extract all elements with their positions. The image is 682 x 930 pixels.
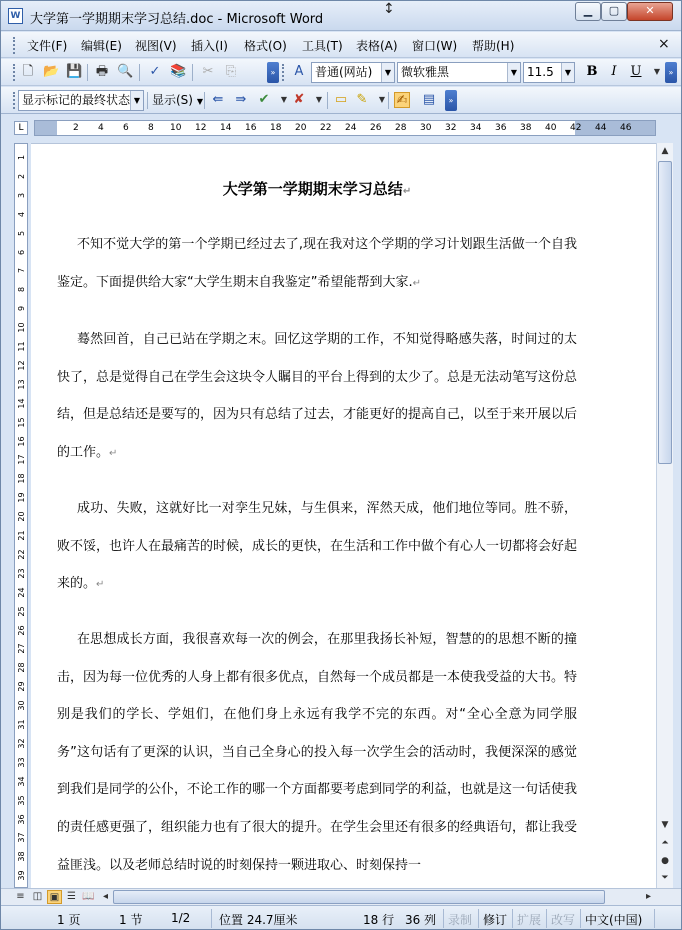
ruler-tick: 23	[17, 568, 26, 579]
minimize-button[interactable]: ▁	[575, 2, 601, 21]
status-ovr[interactable]: 改写	[551, 913, 576, 927]
ruler-tick: 37	[17, 832, 26, 843]
ruler-tick: 22	[17, 549, 26, 560]
cut-icon[interactable]: ✂	[202, 64, 214, 79]
ruler-tick: 14	[17, 398, 26, 409]
word-doc-icon[interactable]: W	[8, 8, 23, 24]
paragraph-text: 成功、失败，这就好比一对孪生兄妹，与生俱来，浑然天成，他们地位等同。胜不骄，败不馁，也许人在最痛苦的时候，成长的更快，在生活和工作中做个有心人一切都将会好起来的。	[57, 501, 578, 592]
spelling-icon[interactable]: ✓	[149, 64, 161, 79]
ruler-tick: 29	[17, 681, 26, 692]
ruler-tick: 18	[270, 123, 282, 133]
scroll-up-icon[interactable]: ▲	[661, 146, 669, 156]
ruler-tick: 42	[570, 123, 582, 133]
font-size-value: 11.5	[527, 65, 554, 79]
ruler-tick: 7	[17, 268, 26, 274]
ruler-tick: 38	[17, 851, 26, 862]
next-page-icon[interactable]: ⏷	[661, 873, 669, 883]
ruler-tick: 16	[17, 435, 26, 447]
ruler-tick: 30	[420, 123, 432, 133]
ruler-tick: 16	[245, 123, 257, 133]
ruler-tick: 33	[17, 757, 26, 768]
ruler-tick: 8	[148, 123, 154, 133]
ruler-tick: 14	[220, 123, 232, 133]
print-icon[interactable]: 🖶	[95, 64, 109, 79]
ruler-tick: 6	[123, 123, 129, 133]
ruler-tick: 36	[495, 123, 507, 133]
chevron-down-icon[interactable]: ▼	[653, 67, 661, 76]
show-label: 显示(S)	[152, 93, 193, 107]
ruler-tick: 40	[545, 123, 557, 133]
toolbar-grip[interactable]	[13, 64, 16, 81]
chevron-down-icon: ▼	[196, 97, 203, 106]
web-layout-icon[interactable]: ◫	[32, 891, 43, 902]
paragraph-text: 在思想成长方面，我很喜欢每一次的例会，在那里我扬长补短，智慧的的思想不断的撞击，因为每一位优秀的人身上都有很多优点，自然每一个成员都是一本使我受益的大书。特别是我们的学长、学姐们，在他们身上永远有我学不完的东西。对“全心全意为同学服务”这句话有了更深的认识，当自己全身心的投入每一次学生会的活动时，我便深深的感觉到我们是同学的公仆，不论工作的哪一个方面都要考虑到同学的利益，也就是这一句话使我的责任感更强了，组织能力也有了很大的提升。在学生会里还有很多的经典语句，都让我受益匪浅。以及老师总结时说的时刻保持一颗进取心、时刻保持一	[57, 632, 578, 873]
paragraph-1	[57, 226, 577, 302]
reviewing-toolbar	[1, 87, 681, 114]
ruler-tick: 28	[395, 123, 407, 133]
scroll-down-icon[interactable]: ▼	[661, 820, 669, 830]
maximize-button[interactable]: ▢	[601, 2, 627, 21]
normal-view-icon[interactable]: ≡	[16, 891, 25, 902]
menubar-grip[interactable]	[13, 37, 16, 54]
status-line: 18 行	[363, 913, 395, 927]
menu-bar	[1, 32, 681, 58]
ruler-tick: 26	[17, 624, 26, 636]
ruler-tick: 11	[17, 341, 26, 352]
title-text: 大学第一学期期末学习总结	[222, 180, 403, 198]
ruler-tick: 8	[17, 287, 26, 293]
mouse-cursor-icon: ↕	[383, 1, 395, 17]
status-ext[interactable]: 扩展	[517, 913, 542, 927]
chevron-down-icon: ▼	[130, 91, 143, 110]
ruler-tick: 24	[345, 123, 357, 133]
ruler-tick: 20	[17, 511, 26, 522]
chevron-down-icon: ▼	[381, 63, 394, 82]
show-menu-button[interactable]	[152, 91, 203, 110]
chevron-down-icon[interactable]: ▼	[280, 95, 288, 104]
menu-edit[interactable]: 编辑(E)	[81, 39, 122, 53]
ruler-tick: 19	[17, 492, 26, 503]
underline-button[interactable]: U	[630, 64, 642, 79]
menu-table[interactable]: 表格(A)	[356, 39, 398, 53]
ruler-tick: 6	[17, 249, 26, 255]
ruler-tick: 15	[17, 417, 26, 428]
menu-help[interactable]: 帮助(H)	[472, 39, 515, 53]
previous-page-icon[interactable]: ⏶	[661, 838, 669, 848]
status-trk[interactable]: 修订	[483, 913, 508, 927]
paragraph-mark: ↵	[96, 579, 105, 591]
print-preview-icon[interactable]: 🔍	[117, 64, 134, 79]
ruler-tick: 5	[17, 230, 26, 236]
toolbar-grip[interactable]	[13, 92, 16, 109]
ruler-tick: 25	[17, 606, 26, 617]
ruler-tick: 2	[17, 173, 26, 179]
paragraph-text: 蓦然回首，自己已站在学期之末。回忆这学期的工作，不知觉得略感失落，时间过的太快了，总是觉得自己在学生会这块令人瞩目的平台上得到的太少了。总是无法动笔写这份总结，但是总结还是要写的，因为只有总结了过去，才能更好的提高自己，以至于来开展以后的工作。	[57, 332, 578, 460]
ruler-tick: 9	[17, 306, 26, 312]
close-button[interactable]: ✕	[627, 2, 673, 21]
select-browse-object-icon[interactable]: ●	[661, 856, 669, 866]
ruler-tick: 39	[17, 870, 26, 881]
ruler-tick: 24	[17, 587, 26, 598]
document-title	[57, 178, 577, 199]
title-bar	[1, 1, 681, 31]
status-rec[interactable]: 录制	[448, 913, 473, 927]
status-section: 1 节	[119, 913, 143, 927]
font-value: 微软雅黑	[401, 65, 450, 79]
format-toolbar-chevron[interactable]: »	[665, 62, 677, 83]
menu-format[interactable]: 格式(O)	[244, 39, 287, 53]
ruler-tick: 34	[17, 776, 26, 787]
ruler-tick: 30	[17, 700, 26, 711]
copy-icon[interactable]: ⎘	[225, 64, 237, 79]
reading-layout-icon[interactable]: 📖	[82, 891, 95, 902]
ruler-tick: 1	[17, 154, 26, 161]
bold-button[interactable]: B	[586, 64, 598, 79]
new-document-icon[interactable]: 🗋	[22, 64, 34, 79]
ruler-tick: 3	[17, 192, 26, 198]
vertical-scrollbar[interactable]	[656, 143, 673, 888]
italic-button[interactable]: I	[611, 64, 617, 79]
highlight-icon[interactable]: ✎	[356, 92, 368, 107]
status-bar	[1, 905, 681, 930]
display-for-review-select[interactable]	[18, 90, 144, 111]
paragraph-mark: ↵	[412, 277, 421, 289]
window-title: 大学第一学期期末学习总结.doc - Microsoft Word	[30, 12, 324, 27]
menu-tools[interactable]: 工具(T)	[302, 39, 343, 53]
menu-file[interactable]: 文件(F)	[27, 39, 68, 53]
status-column: 36 列	[405, 913, 437, 927]
ruler-tick: 21	[17, 530, 26, 541]
insert-comment-icon[interactable]: ▭	[334, 92, 348, 107]
reviewing-toolbar-chevron[interactable]: »	[445, 90, 457, 111]
ruler-tick: 28	[17, 662, 26, 673]
save-icon[interactable]: 💾	[66, 64, 83, 79]
ruler-tick: 13	[17, 379, 26, 390]
chevron-down-icon: ▼	[561, 63, 574, 82]
accept-change-icon[interactable]: ✔	[258, 92, 270, 107]
horizontal-scrollbar[interactable]	[1, 888, 681, 905]
reject-change-icon[interactable]: ✘	[293, 92, 305, 107]
ruler-tick: 20	[295, 123, 307, 133]
ruler-tick: 35	[17, 795, 26, 806]
document-close-icon[interactable]: ×	[658, 36, 670, 52]
ruler-tick: 12	[17, 360, 26, 371]
chevron-down-icon[interactable]: ▼	[378, 95, 386, 104]
next-change-icon[interactable]: ⇛	[235, 92, 247, 107]
ruler-tick: 10	[17, 322, 26, 333]
font-select[interactable]	[397, 62, 521, 83]
menu-window[interactable]: 窗口(W)	[412, 39, 458, 53]
chevron-down-icon[interactable]: ▼	[315, 95, 323, 104]
paragraph-text: 不知不觉大学的第一个学期已经过去了,现在我对这个学期的学习计划跟生活做一个自我鉴定。下面提供给大家“大学生期末自我鉴定”希望能帮到大家.	[57, 237, 577, 290]
horizontal-scroll-thumb[interactable]	[113, 890, 605, 904]
vertical-ruler[interactable]	[14, 143, 28, 888]
status-page: 1 页	[57, 913, 81, 927]
ruler-tick: 17	[17, 454, 26, 465]
style-value: 普通(网站)	[315, 65, 373, 79]
horizontal-ruler[interactable]	[34, 120, 656, 136]
vertical-scroll-thumb[interactable]	[658, 161, 672, 464]
reviewing-pane-icon[interactable]: ▤	[422, 92, 436, 107]
ruler-tick: 32	[17, 738, 26, 749]
menu-insert[interactable]: 插入(I)	[191, 39, 228, 53]
ruler-tick: 4	[98, 123, 104, 133]
ruler-tick: 44	[595, 123, 607, 133]
open-folder-icon[interactable]: 📂	[43, 64, 60, 79]
ruler-tick: 34	[470, 123, 482, 133]
ruler-tick: 4	[17, 211, 26, 217]
chevron-down-icon: ▼	[507, 63, 520, 82]
previous-change-icon[interactable]: ⇚	[212, 92, 224, 107]
ruler-tick: 38	[520, 123, 532, 133]
ruler-tick: 31	[17, 719, 26, 730]
ruler-tick: 32	[445, 123, 457, 133]
ruler-tick: 10	[170, 123, 182, 133]
ruler-tick: 27	[17, 643, 26, 654]
ruler-tick: 12	[195, 123, 207, 133]
ruler-tick: 18	[17, 473, 26, 484]
paragraph-mark: ↵	[402, 186, 412, 197]
standard-toolbar-chevron[interactable]: »	[267, 62, 279, 83]
style-select[interactable]	[311, 62, 395, 83]
status-position: 位置 24.7厘米	[219, 913, 298, 927]
status-page-of: 1/2	[171, 911, 191, 925]
styles-icon[interactable]: A	[294, 64, 304, 79]
ruler-tick: 36	[17, 813, 26, 825]
outline-view-icon[interactable]: ☰	[67, 891, 76, 902]
document-area[interactable]	[31, 143, 656, 888]
ruler-tick: 2	[73, 123, 79, 133]
paragraph-mark: ↵	[109, 447, 118, 459]
print-layout-icon[interactable]: ▣	[47, 890, 62, 904]
paragraph-2	[57, 321, 577, 472]
scroll-right-icon[interactable]: ▸	[645, 891, 652, 902]
display-mode-value: 显示标记的最终状态	[22, 93, 131, 107]
tab-selector-icon[interactable]: L	[14, 121, 28, 135]
research-icon[interactable]: 📚	[170, 64, 187, 79]
track-changes-icon[interactable]: ✍	[394, 92, 410, 108]
menu-view[interactable]: 视图(V)	[135, 39, 177, 53]
paragraph-3	[57, 490, 577, 604]
ruler-tick: 26	[370, 123, 382, 133]
ruler-bar	[1, 115, 681, 143]
scroll-left-icon[interactable]: ◂	[102, 891, 109, 902]
format-toolbar-grip[interactable]	[282, 64, 285, 81]
paragraph-4	[57, 621, 577, 884]
ruler-tick: 22	[320, 123, 332, 133]
status-language[interactable]: 中文(中国)	[585, 913, 643, 927]
ruler-tick: 46	[620, 123, 632, 133]
standard-toolbar	[1, 59, 681, 86]
font-size-select[interactable]	[523, 62, 575, 83]
